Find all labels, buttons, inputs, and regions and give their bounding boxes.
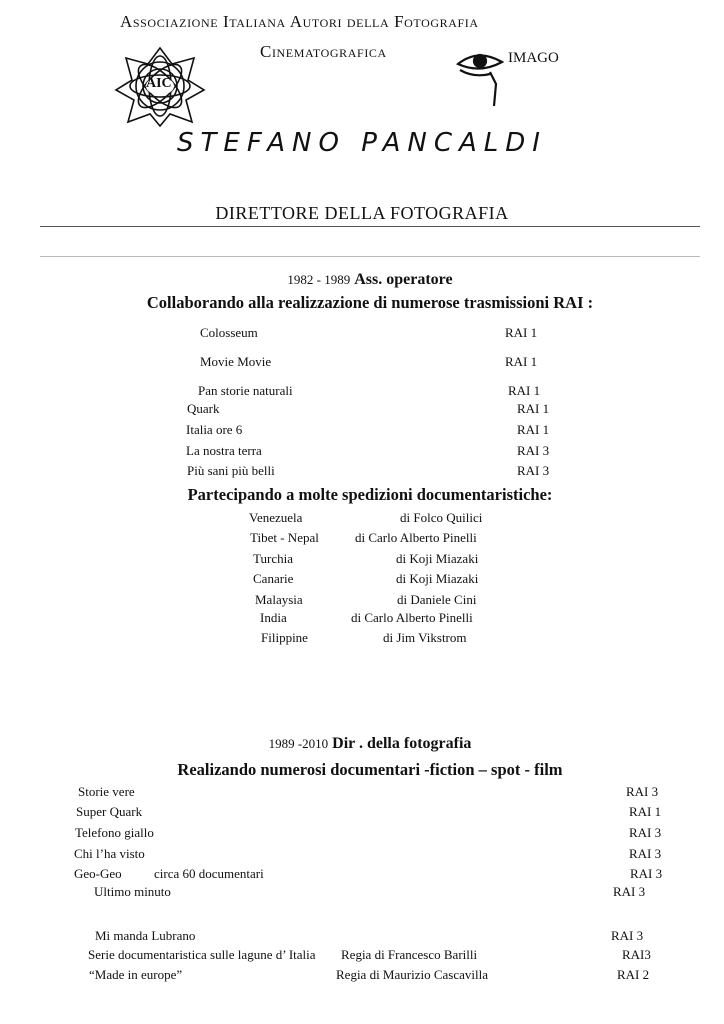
list-item: Venezuela: [249, 510, 303, 525]
list-item: Geo-Geo: [74, 866, 122, 881]
role-title: DIRETTORE DELLA FOTOGRAFIA: [215, 203, 509, 223]
section1-years: 1982 - 1989: [287, 272, 351, 287]
imago-logo-icon: [456, 44, 506, 114]
list-item: Canarie: [253, 571, 294, 586]
list-item-director: di Daniele Cini: [397, 592, 477, 607]
list-item: Chi l’ha visto: [74, 846, 145, 861]
list-item-director: di Carlo Alberto Pinelli: [351, 610, 473, 625]
list-item-director: di Carlo Alberto Pinelli: [355, 530, 477, 545]
list-item-note: circa 60 documentari: [154, 866, 264, 881]
list-item-channel: RAI 1: [505, 354, 538, 369]
list-item-note: Regia di Maurizio Cascavilla: [336, 967, 488, 982]
section2-title: [0, 735, 724, 753]
list-item-note: Regia di Francesco Barilli: [341, 947, 478, 962]
list-item: Storie vere: [78, 784, 135, 799]
section2-years: 1989 -2010: [268, 736, 329, 751]
list-item-director: di Koji Miazaki: [396, 551, 479, 566]
list-item-channel: RAI 3: [613, 884, 646, 899]
list-item: Colosseum: [200, 325, 258, 340]
list-item-director: di Koji Miazaki: [396, 571, 479, 586]
list-item-channel: RAI 3: [626, 784, 659, 799]
list-item: “Made in europe”: [89, 967, 183, 982]
list-item: Tibet - Nepal: [250, 530, 319, 545]
list-item-channel: RAI 1: [508, 383, 541, 398]
aic-logo-text: AIC: [146, 76, 172, 91]
list-item-channel: RAI 1: [517, 401, 550, 416]
list-item: India: [260, 610, 287, 625]
list-item-director: di Folco Quilici: [400, 510, 483, 525]
list-item: Mi manda Lubrano: [95, 928, 196, 943]
expeditions-heading: Partecipando a molte spedizioni documentaristiche:: [187, 485, 553, 504]
list-item-director: di Jim Vikstrom: [383, 630, 467, 645]
list-item-channel: RAI3: [622, 947, 651, 962]
list-item-channel: RAI 3: [629, 846, 662, 861]
list-item: Malaysia: [255, 592, 303, 607]
list-item-channel: RAI 3: [630, 866, 663, 881]
section2-heading: Realizando numerosi documentari -fiction – spot - film: [177, 760, 563, 779]
list-item: Quark: [187, 401, 220, 416]
list-item: Italia ore 6: [186, 422, 243, 437]
list-item: Pan storie naturali: [198, 383, 293, 398]
list-item-channel: RAI 3: [517, 443, 550, 458]
list-item: La nostra terra: [186, 443, 262, 458]
association-name-line1: Associazione Italiana Autori della Fotografia: [120, 12, 479, 31]
list-item: Telefono giallo: [75, 825, 154, 840]
person-name: STEFANO PANCALDI: [177, 128, 547, 158]
section1-role: Ass. operatore: [354, 271, 453, 288]
list-item-channel: RAI 3: [629, 825, 662, 840]
list-item: Serie documentaristica sulle lagune d’ Italia: [88, 947, 316, 962]
imago-text: IMAGO: [508, 50, 559, 66]
list-item-channel: RAI 1: [505, 325, 538, 340]
list-item: Turchia: [253, 551, 293, 566]
aic-logo: [112, 44, 208, 128]
section1-heading: Collaborando alla realizzazione di numerose trasmissioni RAI :: [146, 293, 594, 312]
list-item-channel: RAI 3: [517, 463, 550, 478]
list-item: Più sani più belli: [187, 463, 275, 478]
list-item-channel: RAI 1: [517, 422, 550, 437]
list-item: Filippine: [261, 630, 308, 645]
divider-bottom: [40, 256, 700, 257]
list-item: Super Quark: [76, 804, 143, 819]
association-name-line2: Cinematografica: [260, 42, 387, 61]
list-item-channel: RAI 1: [629, 804, 662, 819]
section2-role: Dir . della fotografia: [332, 735, 472, 752]
divider-top: [40, 226, 700, 227]
section1-title: [0, 271, 724, 289]
list-item-channel: RAI 2: [617, 967, 650, 982]
list-item-channel: RAI 3: [611, 928, 644, 943]
list-item: Movie Movie: [200, 354, 272, 369]
list-item: Ultimo minuto: [94, 884, 171, 899]
